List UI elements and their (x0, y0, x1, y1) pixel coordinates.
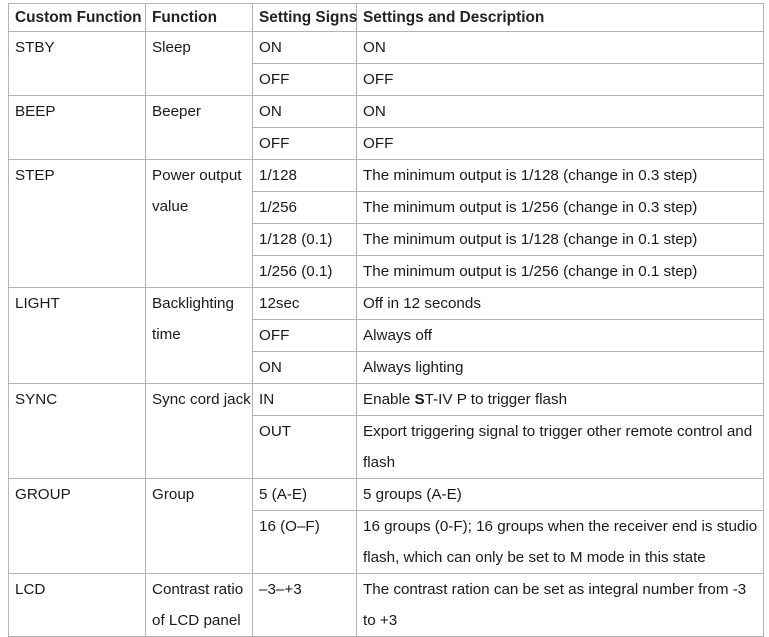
header-settings-description: Settings and Description (357, 4, 764, 32)
setting-description: OFF (357, 64, 764, 96)
setting-sign: OFF (253, 320, 357, 352)
setting-description: ON (357, 96, 764, 128)
custom-function-code: SYNC (9, 384, 146, 479)
setting-description-bold: S (414, 391, 425, 408)
custom-function-code: LCD (9, 574, 146, 637)
setting-sign: ON (253, 96, 357, 128)
setting-sign: OUT (253, 416, 357, 479)
function-name: Sync cord jack (146, 384, 253, 479)
setting-description: 16 groups (0-F); 16 groups when the receiver end is studio flash, which can only be set to M mode in this state (357, 511, 764, 574)
setting-description-pre: Enable (363, 391, 415, 408)
setting-sign: 1/128 (0.1) (253, 224, 357, 256)
custom-function-code: GROUP (9, 479, 146, 574)
setting-sign: IN (253, 384, 357, 416)
setting-sign: 1/256 (253, 192, 357, 224)
setting-description (357, 384, 764, 416)
table-row (9, 384, 764, 416)
function-name: Sleep (146, 32, 253, 96)
function-name: Group (146, 479, 253, 574)
setting-sign: OFF (253, 128, 357, 160)
function-name: Beeper (146, 96, 253, 160)
setting-description: 5 groups (A-E) (357, 479, 764, 511)
setting-description: The minimum output is 1/256 (change in 0.1 step) (357, 256, 764, 288)
header-setting-signs: Setting Signs (253, 4, 357, 32)
setting-sign: ON (253, 32, 357, 64)
setting-description: OFF (357, 128, 764, 160)
table-row (9, 479, 764, 511)
function-name: Backlighting time (146, 288, 253, 384)
header-function: Function (146, 4, 253, 32)
setting-sign: OFF (253, 64, 357, 96)
table-header-row (9, 4, 764, 32)
setting-description: Export triggering signal to trigger other remote control and flash (357, 416, 764, 479)
table-row (9, 574, 764, 637)
setting-description: The minimum output is 1/128 (change in 0.1 step) (357, 224, 764, 256)
setting-sign: 1/128 (253, 160, 357, 192)
setting-description: Always off (357, 320, 764, 352)
table-row (9, 160, 764, 192)
setting-description-post: T-IV P to trigger flash (424, 391, 568, 408)
table-row (9, 288, 764, 320)
table-row (9, 96, 764, 128)
custom-function-code: STEP (9, 160, 146, 288)
table-row (9, 32, 764, 64)
setting-description: The minimum output is 1/128 (change in 0.3 step) (357, 160, 764, 192)
header-custom-function: Custom Function (9, 4, 146, 32)
custom-function-table (8, 3, 764, 637)
setting-description: Always lighting (357, 352, 764, 384)
setting-sign: 16 (O–F) (253, 511, 357, 574)
custom-function-code: STBY (9, 32, 146, 96)
setting-sign: 1/256 (0.1) (253, 256, 357, 288)
setting-sign: 5 (A-E) (253, 479, 357, 511)
setting-description: The contrast ration can be set as integral number from -3 to +3 (357, 574, 764, 637)
setting-sign: 12sec (253, 288, 357, 320)
custom-function-code: BEEP (9, 96, 146, 160)
setting-description: Off in 12 seconds (357, 288, 764, 320)
function-name: Contrast ratio of LCD panel (146, 574, 253, 637)
setting-sign: –3–+3 (253, 574, 357, 637)
custom-function-code: LIGHT (9, 288, 146, 384)
setting-description: ON (357, 32, 764, 64)
setting-description: The minimum output is 1/256 (change in 0.3 step) (357, 192, 764, 224)
setting-sign: ON (253, 352, 357, 384)
function-name: Power output value (146, 160, 253, 288)
